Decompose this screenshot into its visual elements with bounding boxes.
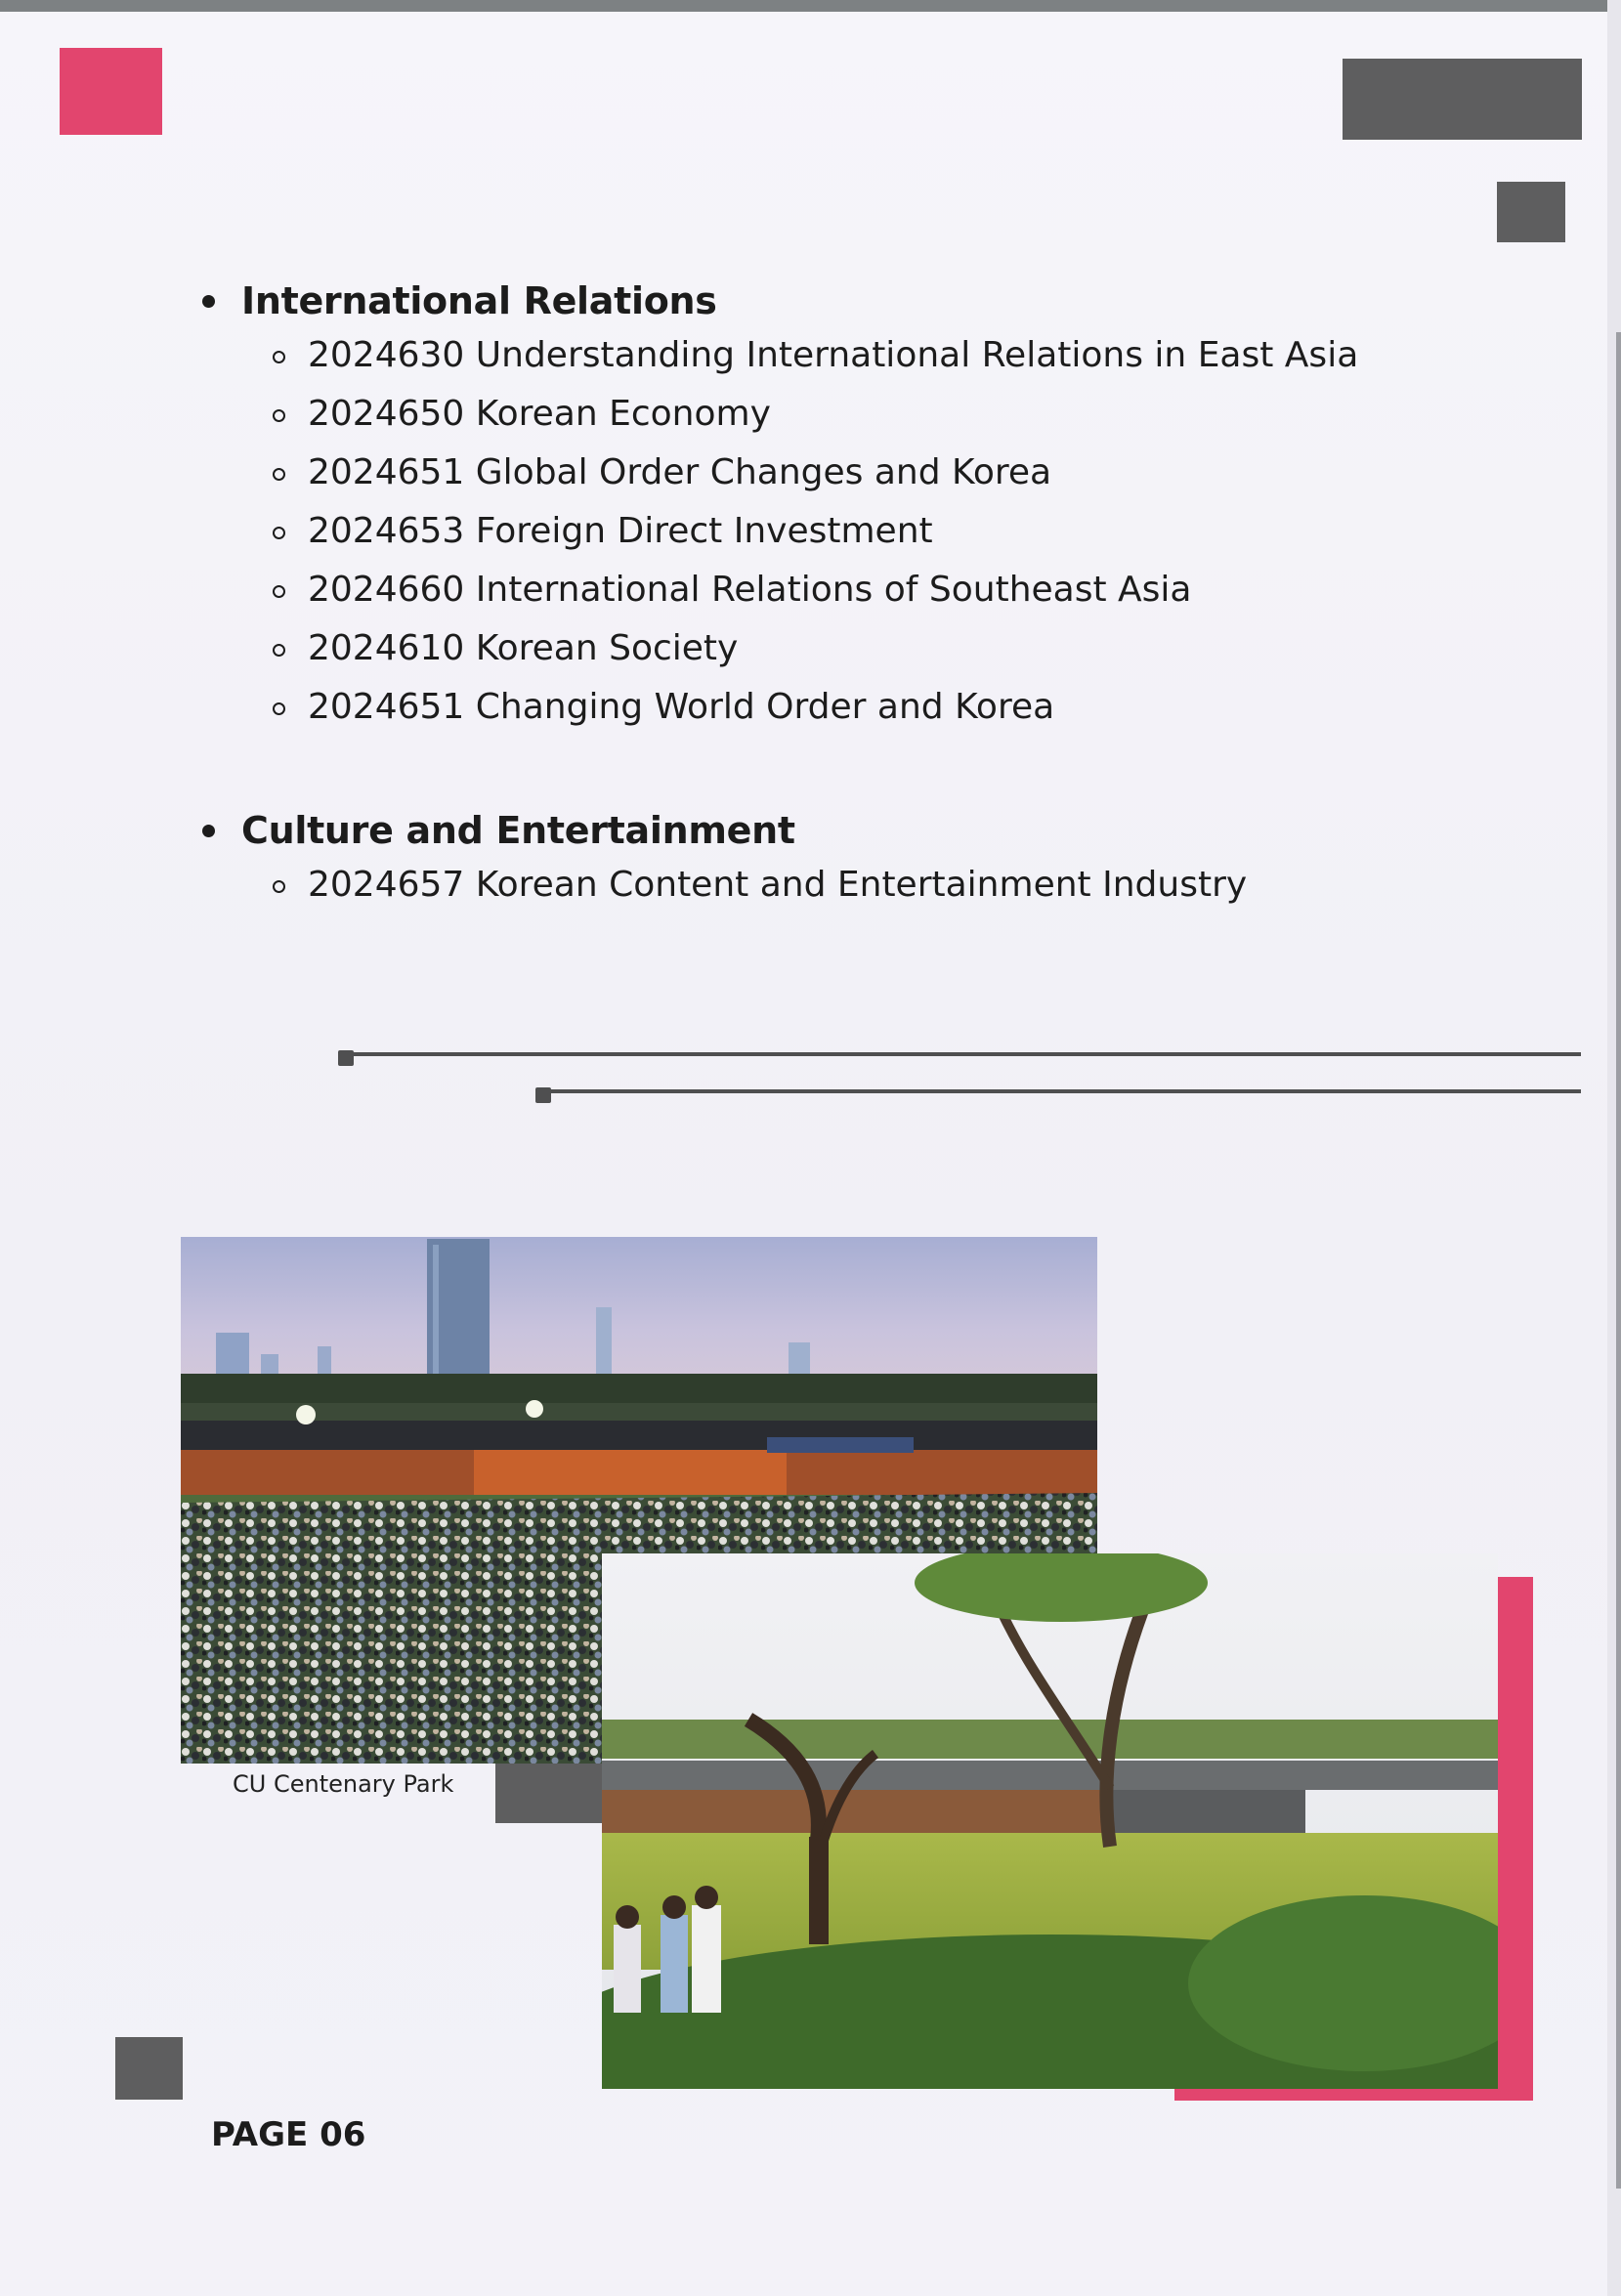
bottom-left-gray-square [115,2037,183,2100]
park-lawn-photo [602,1553,1498,2089]
divider-line-1 [350,1052,1581,1056]
course-item: 2024651 Changing World Order and Korea [308,678,1358,737]
course-item: 2024651 Global Order Changes and Korea [308,444,1358,502]
top-right-gray-square [1497,182,1565,242]
top-right-gray-bar [1343,59,1582,140]
course-item: 2024657 Korean Content and Entertainment Industry [308,856,1247,914]
photo-caption: CU Centenary Park [233,1770,454,1798]
divider-line-2 [547,1089,1581,1093]
course-item: 2024660 International Relations of Southeast Asia [308,561,1358,619]
course-list-wrap [200,856,1247,914]
section-culture-entertainment [200,809,1247,914]
course-list [200,326,1358,737]
course-item: 2024630 Understanding International Relations in East Asia [308,326,1358,385]
scan-right-shadow [1616,332,1621,2189]
section-title: International Relations [200,279,1358,322]
page-number: PAGE 06 [211,2115,366,2154]
section-international-relations [200,279,1358,737]
course-item: 2024610 Korean Society [308,619,1358,678]
pink-frame-vertical [1498,1577,1533,2099]
course-item: 2024650 Korean Economy [308,385,1358,444]
top-left-pink-square [60,48,162,135]
gray-block-caption [495,1763,603,1823]
course-list-wrap [200,326,1358,737]
section-title: Culture and Entertainment [200,809,1247,852]
scan-top-edge [0,0,1621,12]
course-item: 2024653 Foreign Direct Investment [308,502,1358,561]
course-list [200,856,1247,914]
